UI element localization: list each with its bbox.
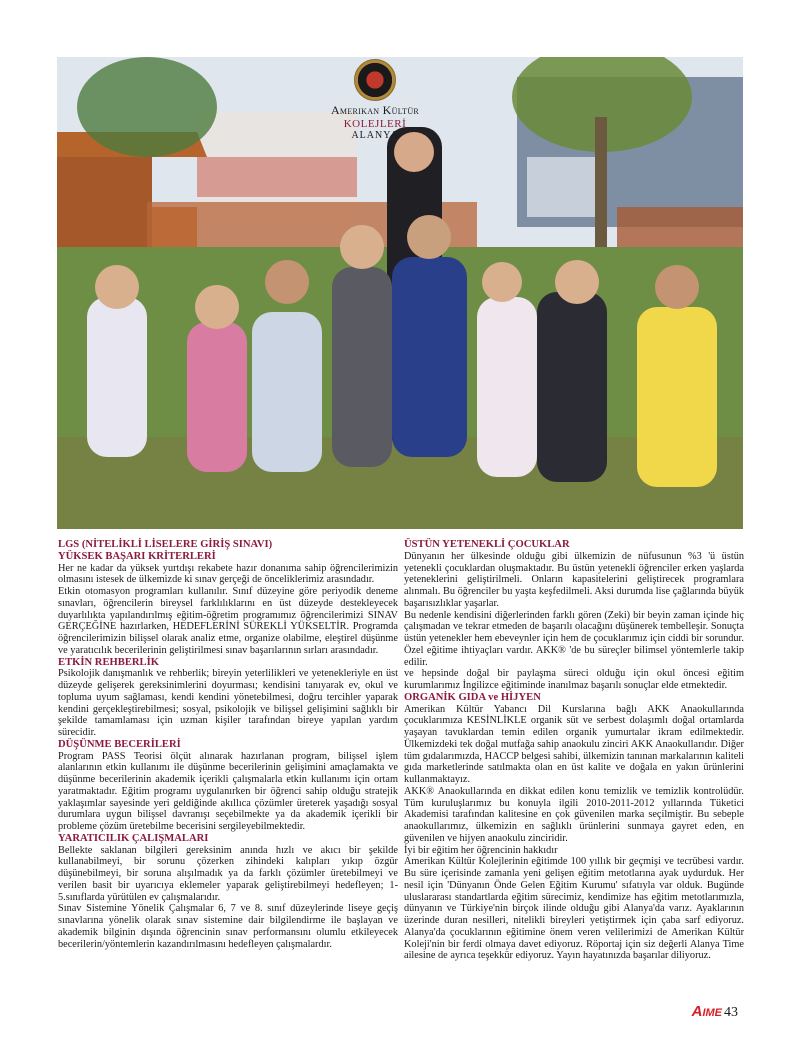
section-heading: DÜŞÜNME BECERİLERİ — [58, 738, 181, 750]
wooden-hut — [57, 157, 152, 252]
paragraph: Dünyanın her ülkesinde olduğu gibi ülkemizin de nüfusunun %3 'ü üstün yetenekli çocuklardan oluşmaktadır. Bu üstün yetenekli öğrenciler erken yaşlarda yeteneklerini geliştirilmeli. Onların kapasitelerini geliştirecek programlara alınmalı. Bu öğrenciler bu yaşta keşfedilmeli. Aksi durumda lise çağlarında büyük başarısızlıklar yaşarlar. — [404, 550, 744, 609]
paragraph: Etkin otomasyon programları kullanılır. Sınıf düzeyine göre periyodik deneme sınavları, öğrencilerin bireysel farklılıklarını en üst düzeyde destekleyecek duyarlılıkta yapılandırılmış eğitim-öğretim programımız öğrencilerimizi SINAV GERÇEĞİNE hazırlarken, HEDEFLERİNİ SÜREKLİ YÜKSELTİR. Programda öğrencilerimizin bilişsel olarak analiz etme, organize olabilme, eleştirel düşünme ve yaratıcılık becerilerinin geliştirilmesi sınav başarılarının sırları arasındadır. — [58, 586, 398, 656]
section-heading: LGS (NİTELİKLİ LİSELERE GİRİŞ SINAVI) — [58, 539, 273, 550]
building-stripe — [197, 157, 357, 197]
page-number: 43 — [724, 1005, 738, 1020]
logo-line-3: ALANYA — [351, 130, 399, 141]
logo-line-2: KOLEJLERİ — [343, 118, 407, 130]
section-heading: ETKİN REHBERLİK — [58, 656, 159, 668]
section-heading: ORGANİK GIDA ve HİJYEN — [404, 691, 541, 703]
paragraph: Psikolojik danışmanlık ve rehberlik; bireyin yeterlilikleri ve yetenekleriyle en üst düzeyde gelişerek gereksinimlerini doyurması; kendisini tanıyarak ev, okul ve topluma uyum sağlaması, kendi kendini yönetebilmesi, doğru tercihler yaparak kendini gerçekleştirebilmesi; sosyal, psikolojik ve bilişsel gelişimini sağlıklı bir şekilde tamamlaması için uzman kişiler tarafından bireye yapılan yardım sürecidir. — [58, 668, 398, 738]
school-seal-icon — [354, 59, 396, 101]
school-logo — [325, 59, 425, 141]
paragraph: AKK® Anaokullarında en dikkat edilen konu temizlik ve temizlik kontrolüdür. Tüm kuruluşlarımız bu konuyla ilgili 2010-2011-2012 yıllarında Tüketici Akademisi tarafından kalitesine en çok güvenilen marka seçilmiştir. Bu sebeple anaokullarımız, ülkemizin en sağlıklı ürünlerini sunmaya gayret eden, en güvenilen ve hijyen anaokulu zinciridir. — [404, 785, 744, 844]
section-heading: YÜKSEK BAŞARI KRİTERLERİ — [58, 550, 216, 562]
cover-photo — [57, 57, 743, 529]
paragraph: İyi bir eğitim her öğrencinin hakkıdır — [404, 844, 558, 856]
paragraph: Program PASS Teorisi ölçüt alınarak hazırlanan program, bilişsel işlem alanlarının etkin kullanımı ile düşünme becerilerinin gelişimini amaçlamakta ve düşünme becerilerinin akademik içerikli çalışmalarla etkin kullanımı için ortam yaratmaktadır. Eğitim programı uygulanırken bir öğrenci sahip olduğu stratejik yaklaşımlar sayesinde yeri geldiğinde akıllıca çözümler üreterek yaşadığı sosyal durumlara uygun bilişsel davranışı seçebilmekte ya da akademik içerikli bir probleme çözüm üretebilme becerisini sergileyebilmektedir. — [58, 750, 398, 832]
magazine-logo-text: IME — [702, 1007, 722, 1019]
article-right-column — [404, 539, 744, 962]
magazine-logo-a: A — [691, 1003, 703, 1020]
logo-line-1: Amerikan Kültür — [330, 103, 420, 117]
magazine-logo — [692, 1003, 722, 1020]
paragraph: Amerikan Kültür Kolejlerinin eğitimde 100 yıllık bir geçmişi ve tecrübesi vardır. Bu süre içerisinde zamanla yeni gelişen eğitim metotlarına ayak uydurduk. Her nesil için 'Dünyanın Önde Gelen Eğitim Kurumu' sıfatıyla var olduk. Bugünde uluslararası standartlarda eğitim sürecimiz, kendimize has eğitim metotlarımızla, dünyanın ve Türkiye'nin birçok ilinde olduğu gibi Alanya'da varız. Ayaklarının üzerinde duran nesilleri, nitelikli bireyleri yetiştirmek için çaba sarf ediyoruz. Alanya'da çocuklarının eğitimine önem veren velilerimizi de Amerikan Kültür Koleji'nin bir ferdi olmaya davet ediyoruz. Röportaj için siz değerli Alanya Time ailesine de ayrıca teşekkür ediyoruz. Yayın hayatınızda başarılar diliyoruz. — [404, 856, 744, 962]
palm-tree — [77, 57, 217, 157]
section-heading: YARATICILIK ÇALIŞMALARI — [58, 832, 209, 844]
paragraph: Amerikan Kültür Yabancı Dil Kurslarına bağlı AKK Anaokullarında çocuklarımıza KESİNLİKLE organik süt ve serbest dolaşımlı doğal ortamlarda yaşayan tavuklardan temin edilen organik yumurtalar ikram edilmektedir. Ülkemizdeki tek doğal mutfağa sahip anaokulu zinciri AKK Anaokullarıdır. Diğer tüm gıdalarımızda, HACCP belgesi sahibi, ülkemizin tanınan markalarının kaliteli gıda marketlerinde satılmakta olan en üst kalite ve doğala en yakın ürünlerini kullanmaktayız. — [404, 703, 744, 785]
paragraph: Sınav Sistemine Yönelik Çalışmalar 6, 7 ve 8. sınıf düzeylerinde liseye geçiş sınavlarına yönelik olarak sınav sistemine dair bilgilendirme ile başlayan ve akademik bilginin dışında öğrencinin sınav performansını olumlu etkileyecek becerilerin/yöntemlerin kazandırılmasını hedefleyen çalışmalardır. — [58, 903, 398, 950]
paragraph: Bu nedenle kendisini diğerlerinden farklı gören (Zeki) bir beyin zaman içinde hiç çalışmadan ve tekrar etmeden de başarılı olacağını düşünerek tembelleşir. Sonuçta üstün yetenekler hem ebeveynler için hem de çocuklarımız için ciddi bir sorundur. Özel eğitime ihtiyaçları vardır. AKK® 'de bu süreçler bilimsel yöntemlerle takip edilir. — [404, 609, 744, 668]
article-left-column — [58, 539, 398, 950]
page-footer — [692, 1003, 738, 1021]
paragraph: Bellekte saklanan bilgileri gereksinim anında hızlı ve akıcı bir şekilde kullanabilmeyi, bir sorunu çözerken zihindeki kalıpları yıkıp özgür düşünebilmeyi, bir soruna alışılmadık ya da farklı çözümler üretebilmeyi ve verilen basit bir uyarıcıya eklemeler yaparak geliştirebilmeyi hedefleyen; 1-5.sınıflarda yürütülen ev çalışmalarıdır. — [58, 844, 398, 903]
paragraph: Her ne kadar da yüksek yurtdışı rekabete hazır donanıma sahip öğrencilerimizin olmasını istesek de ülkemizde ki sınav gerçeği de önceliklerimiz arasındadır. — [58, 562, 398, 586]
paragraph: ve hepsinde doğal bir paylaşma süreci olduğu için okul öncesi eğitim kurumlarımız İngilizce eğitiminde inanılmaz başarılı sonuçlar elde etmektedir. — [404, 668, 744, 691]
section-heading: ÜSTÜN YETENEKLİ ÇOCUKLAR — [404, 539, 570, 550]
